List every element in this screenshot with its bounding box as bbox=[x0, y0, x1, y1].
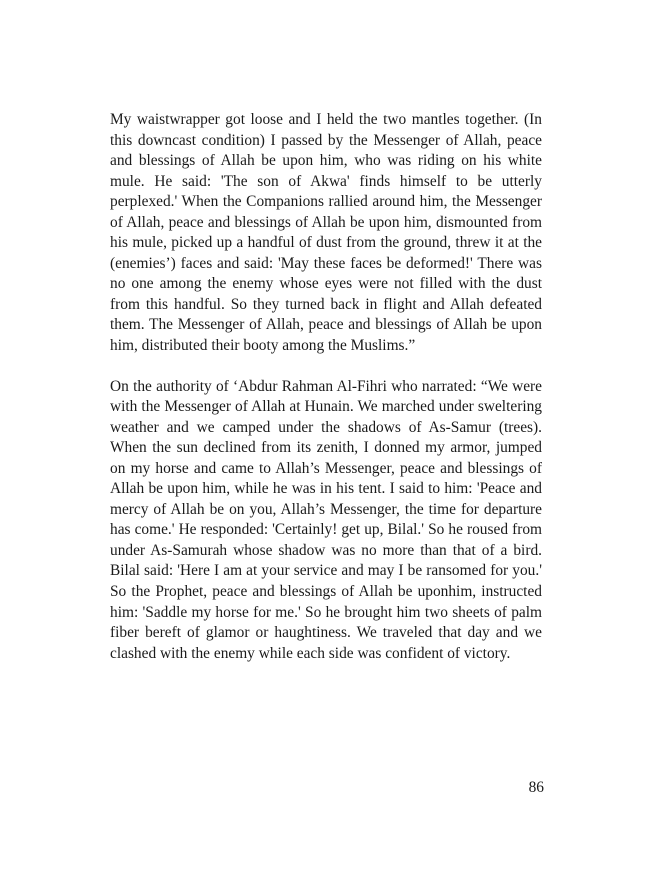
paragraph-2: On the authority of ‘Abdur Rahman Al-Fihri who narrated: “We were with the Messenger of Allah at Hunain. We marched under sweltering weather and we camped under the shadows of As-Samur (trees). When the sun declined from its zenith, I donned my armor, jumped on my horse and came to Allah’s Messenger, peace and blessings of Allah be upon him, while he was in his tent. I said to him: 'Peace and mercy of Allah be on you, Allah’s Messenger, the time for departure has come.' He responded: 'Certainly! get up, Bilal.' So he roused from under As-Samurah whose shadow was no more than that of a bird. Bilal said: 'Here I am at your service and may I be ransomed for you.' So the Prophet, peace and blessings of Allah be uponhim, instructed him: 'Saddle my horse for me.' So he brought him two sheets of palm fiber bereft of glamor or haughtiness. We traveled that day and we clashed with the enemy while each side was confident of victory. bbox=[110, 377, 542, 662]
body-text bbox=[110, 110, 542, 684]
page-number: 86 bbox=[528, 779, 544, 796]
paragraph-1: My waistwrapper got loose and I held the two mantles together. (In this downcast condition) I passed by the Messenger of Allah, peace and blessings of Allah be upon him, who was riding on his white mule. He said: 'The son of Akwa' finds himself to be utterly perplexed.' When the Companions rallied around him, the Messenger of Allah, peace and blessings of Allah be upon him, dismounted from his mule, picked up a handful of dust from the ground, threw it at the (enemies’) faces and said: 'May these faces be deformed!' There was no one among the enemy whose eyes were not filled with the dust from this handful. So they turned back in flight and Allah defeated them. The Messenger of Allah, peace and blessings of Allah be upon him, distributed their booty among the Muslims.” bbox=[110, 111, 542, 355]
